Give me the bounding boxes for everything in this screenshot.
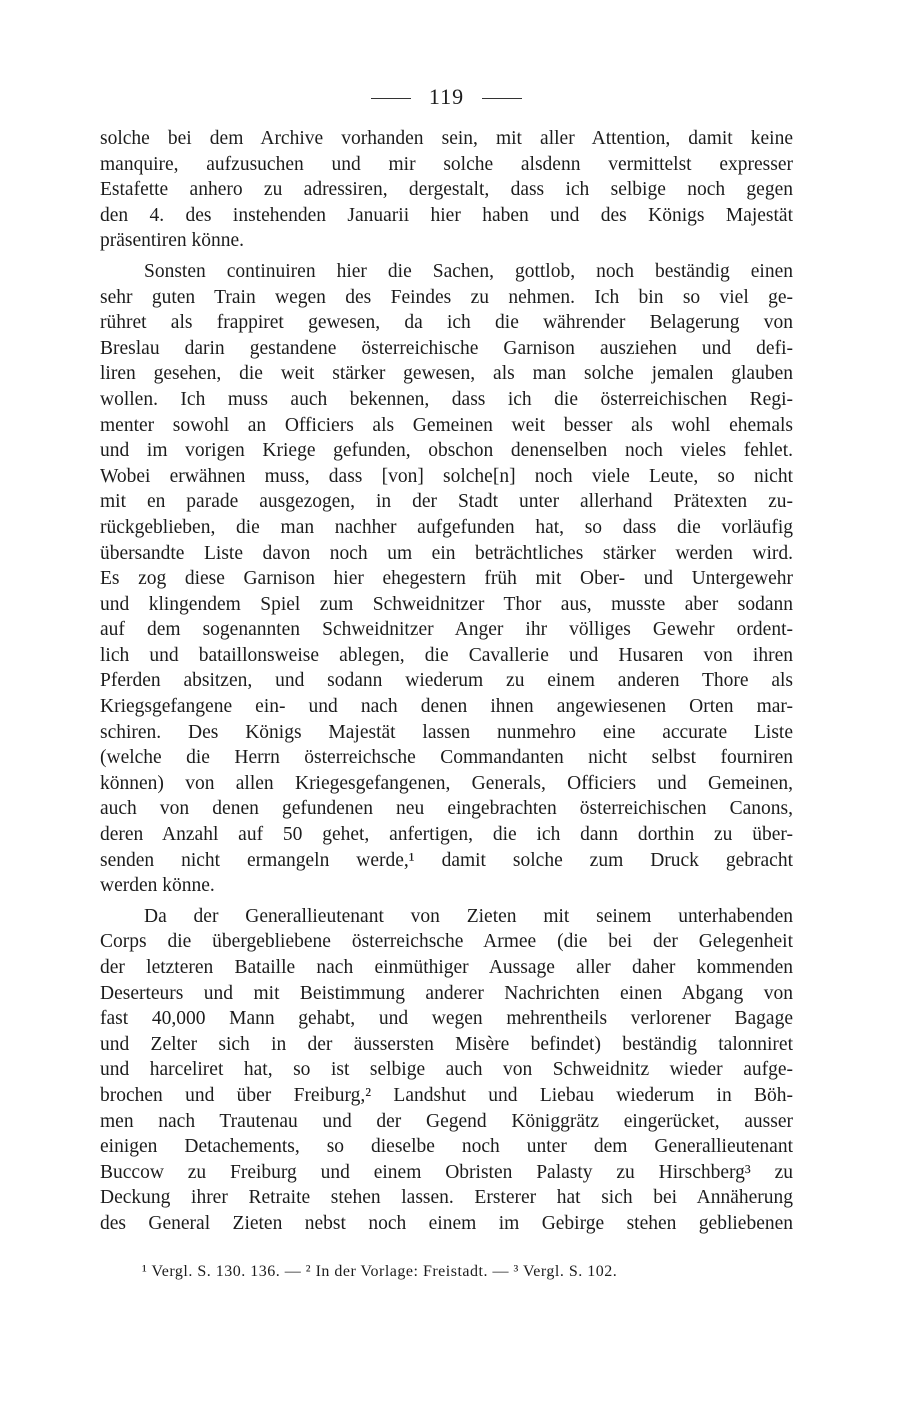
text-line: und harceliret hat, so ist selbige auch von Schweidnitz wieder aufge- xyxy=(100,1059,793,1081)
text-line: und Zelter sich in der äussersten Misère befindet) beständig talonniret xyxy=(100,1033,793,1055)
text-line: menter sowohl an Officiers als Gemeinen weit besser als wohl ehemals xyxy=(100,414,793,436)
text-line: Breslau darin gestandene österreichische Garnison ausziehen und defi- xyxy=(100,337,793,359)
text-line: manquire, aufzusuchen und mir solche alsdenn vermittelst expresser xyxy=(100,153,793,175)
text-line: rühret als frappiret gewesen, da ich die währender Belagerung von xyxy=(100,312,793,334)
text-line: Wobei erwähnen muss, dass [von] solche[n] noch viele Leute, so nicht xyxy=(100,465,793,487)
text-line: liren gesehen, die weit stärker gewesen, als man solche jemalen glauben xyxy=(100,363,793,385)
text-line: wollen. Ich muss auch bekennen, dass ich die österreichischen Regi- xyxy=(100,388,793,410)
header-rule-right xyxy=(482,98,522,99)
text-line: rückgeblieben, die man nachher aufgefunden hat, so dass die vorläufig xyxy=(100,516,793,538)
text-line: den 4. des instehenden Januarii hier haben und des Königs Majestät xyxy=(100,204,793,226)
text-line: Deserteurs und mit Beistimmung anderer Nachrichten einen Abgang von xyxy=(100,982,793,1004)
text-line: sehr guten Train wegen des Feindes zu nehmen. Ich bin so viel ge- xyxy=(100,286,793,308)
text-line: Sonsten continuiren hier die Sachen, gottlob, noch beständig einen xyxy=(144,260,793,282)
text-line: Corps die übergebliebene österreichsche Armee (die bei der Gelegenheit xyxy=(100,931,793,953)
text-line: Da der Generallieutenant von Zieten mit seinem unterhabenden xyxy=(144,905,793,927)
text-line: Pferden absitzen, und sodann wiederum zu einem anderen Thore als xyxy=(100,670,793,692)
text-line: schiren. Des Königs Majestät lassen nunmehro eine accurate Liste xyxy=(100,721,793,743)
paragraph-1 xyxy=(100,126,793,254)
text-line: werden könne. xyxy=(100,875,215,897)
page-header xyxy=(100,82,793,112)
text-line: Kriegsgefangene ein- und nach denen ihnen angewiesenen Orten mar- xyxy=(100,696,793,718)
text-line: senden nicht ermangeln werde,¹ damit solche zum Druck gebracht xyxy=(100,849,793,871)
text-line: deren Anzahl auf 50 gehet, anfertigen, die ich dann dorthin zu über- xyxy=(100,824,793,846)
text-line: fast 40,000 Mann gehabt, und wegen mehrentheils verlorener Bagage xyxy=(100,1008,793,1030)
text-line: und klingendem Spiel zum Schweidnitzer Thor aus, musste aber sodann xyxy=(100,593,793,615)
text-line: solche bei dem Archive vorhanden sein, mit aller Attention, damit keine xyxy=(100,128,793,149)
text-line: können) von allen Kriegesgefangenen, Generals, Officiers und Gemeinen, xyxy=(100,772,793,794)
page-number: 119 xyxy=(428,84,465,109)
text-line: lich und bataillonsweise ablegen, die Cavallerie und Husaren von ihren xyxy=(100,644,793,666)
text-line: einigen Detachements, so dieselbe noch unter dem Generallieutenant xyxy=(100,1136,793,1158)
text-line: des General Zieten nebst noch einem im Gebirge stehen gebliebenen xyxy=(100,1212,793,1234)
text-line: Es zog diese Garnison hier ehegestern früh mit Ober- und Untergewehr xyxy=(100,568,793,590)
text-line: übersandte Liste davon noch um ein beträchtliches stärker werden wird. xyxy=(100,542,793,564)
text-line: Buccow zu Freiburg und einem Obristen Palasty zu Hirschberg³ zu xyxy=(100,1161,793,1183)
text-line: und im vorigen Kriege gefunden, obschon denenselben noch vieles fehlet. xyxy=(100,440,793,462)
text-line: (welche die Herrn österreichsche Commandanten nicht selbst fourniren xyxy=(100,747,793,769)
text-line: men nach Trautenau und der Gegend Königgrätz eingerücket, ausser xyxy=(100,1110,793,1132)
text-line: auf dem sogenannten Schweidnitzer Anger ihr völliges Gewehr ordent- xyxy=(100,619,793,641)
text-line: brochen und über Freiburg,² Landshut und Liebau wiederum in Böh- xyxy=(100,1084,793,1106)
text-line: präsentiren könne. xyxy=(100,230,245,252)
footnotes: ¹ Vergl. S. 130. 136. — ² In der Vorlage: Freistadt. — ³ Vergl. S. 102. xyxy=(142,1263,618,1280)
page-body xyxy=(100,82,793,1237)
text-line: Deckung ihrer Retraite stehen lassen. Ersterer hat sich bei Annäherung xyxy=(100,1187,793,1209)
text-line: Estafette anhero zu adressiren, dergestalt, dass ich selbige noch gegen xyxy=(100,179,793,201)
text-line: auch von denen gefundenen neu eingebrachten österreichischen Canons, xyxy=(100,798,793,820)
header-rule-left xyxy=(371,98,411,99)
text-line: mit en parade ausgezogen, in der Stadt unter allerhand Prätexten zu- xyxy=(100,491,793,513)
text-line: der letzteren Bataille nach einmüthiger Aussage aller daher kommenden xyxy=(100,957,793,978)
paragraph-2 xyxy=(100,259,793,899)
paragraph-3 xyxy=(100,904,793,1237)
